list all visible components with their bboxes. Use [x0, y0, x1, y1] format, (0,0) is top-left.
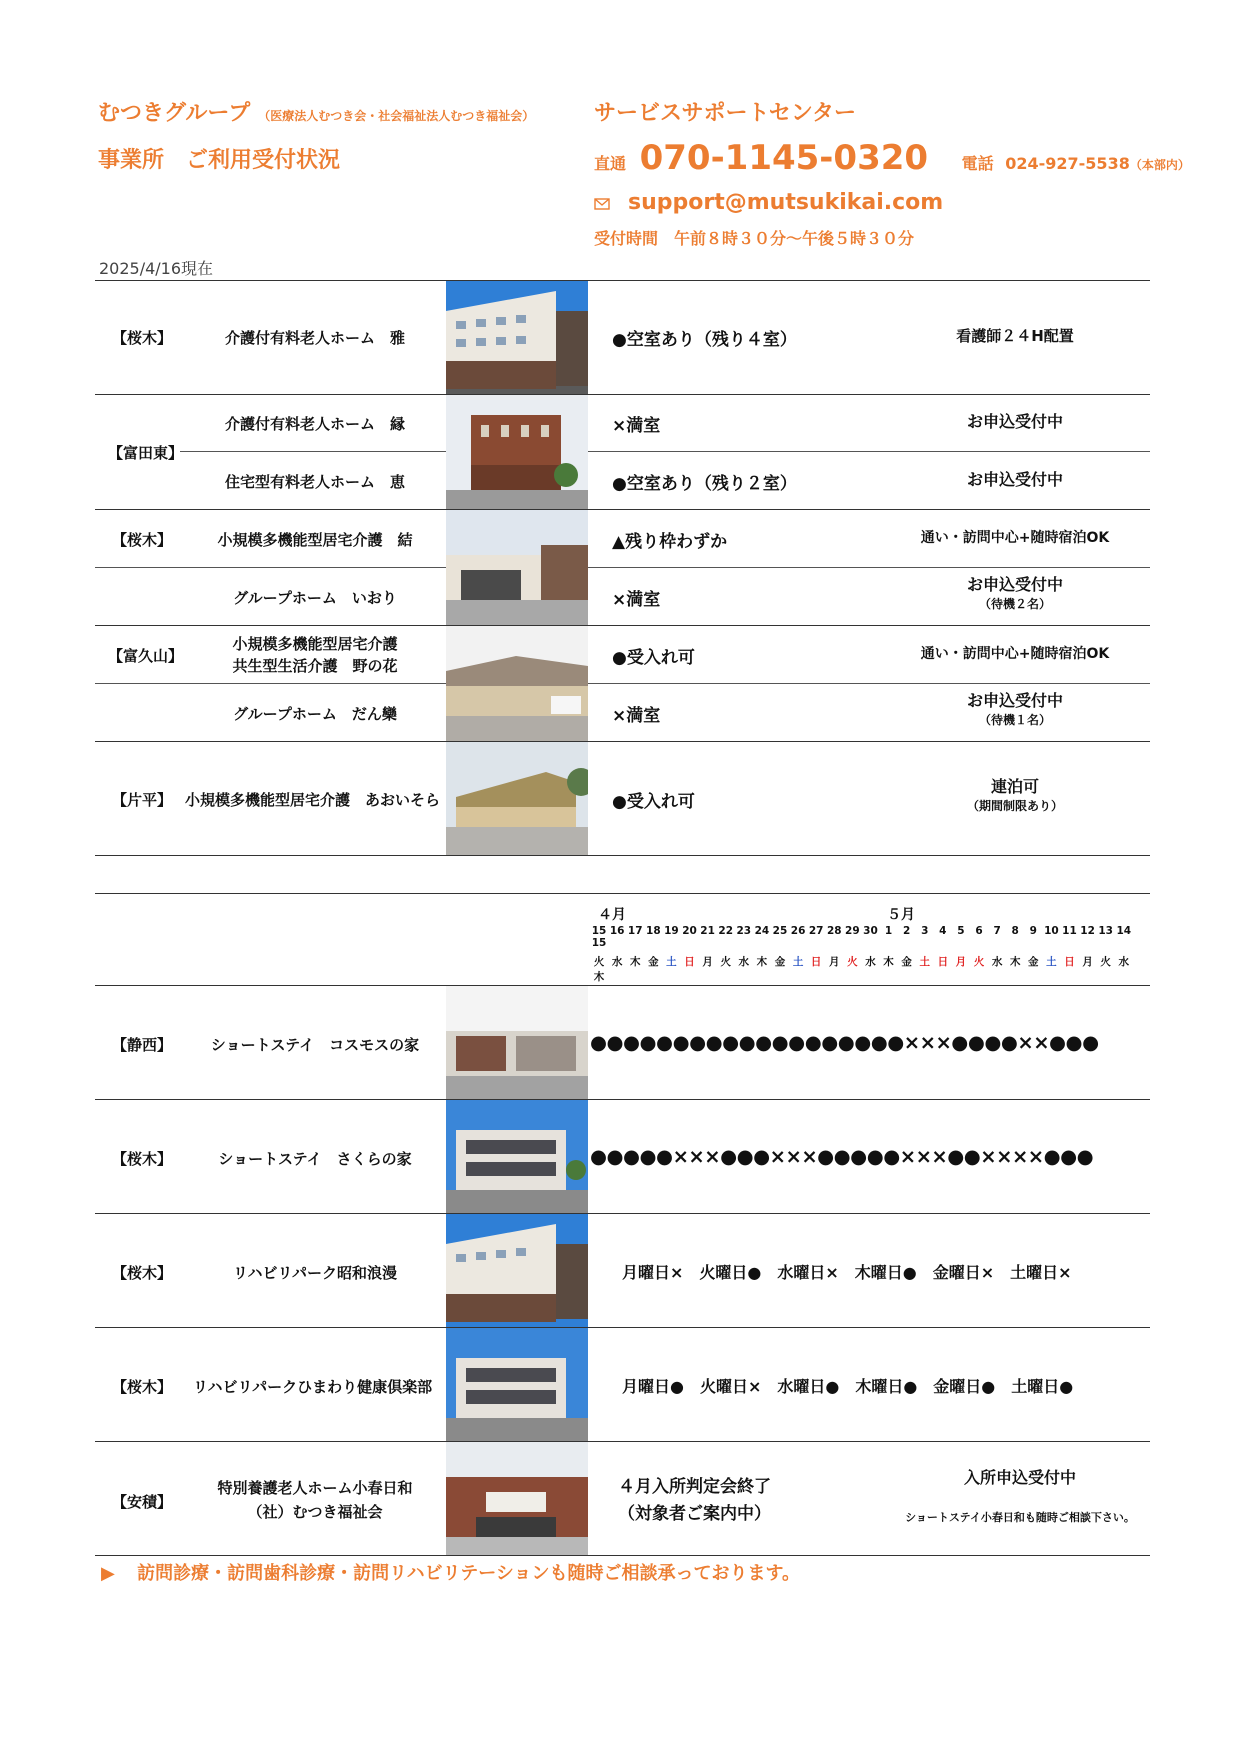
calendar-weekday: 金: [774, 956, 786, 968]
footer-text: 訪問診療・訪問歯科診療・訪問リハビリテーションも随時ご相談承っております。: [137, 1563, 801, 1584]
group-sub: （医療法人むつき会・社会福祉法人むつき福祉会）: [258, 109, 535, 123]
building-photo: [446, 986, 588, 1099]
calendar-weekday: 日: [684, 956, 695, 968]
calendar-weekday: 木: [1009, 956, 1021, 968]
vacancy-status: ●空室あり（残り４室）: [612, 330, 797, 350]
email-link[interactable]: support@mutsukikai.com: [628, 190, 944, 215]
facility-name: リハビリパーク昭和浪漫: [232, 1264, 398, 1282]
building-photo: [446, 1100, 588, 1213]
calendar-date: 18: [646, 925, 661, 937]
area-label: 【安積】: [112, 1493, 173, 1511]
availability-strip: ●●●●●×××●●●×××●●●●●×××●●××××●●●: [590, 1145, 1094, 1168]
building-photo: [446, 281, 588, 394]
calendar-weekday: 火: [973, 956, 985, 968]
facility-name-line2: 共生型生活介護 野の花: [232, 656, 398, 675]
building-photo: [446, 395, 588, 509]
calendar-weekday: 日: [810, 956, 822, 968]
facility-note: 通い・訪問中心+随時宿泊OK: [920, 646, 1110, 662]
calendar-date: 12: [1080, 925, 1095, 937]
tel-number[interactable]: 024-927-5538: [1005, 154, 1130, 173]
facility-note: 看護師２４H配置: [956, 327, 1074, 345]
facility-name: 特別養護老人ホーム小春日和 （社）むつき福祉会: [190, 1476, 440, 1524]
calendar-weekday: 金: [648, 956, 659, 968]
facility-name: 小規模多機能型居宅介護 あおいそら: [185, 791, 441, 809]
building-photo: [446, 1328, 588, 1441]
calendar-weekday: 木: [629, 956, 641, 968]
tel-label: 電話: [961, 154, 994, 173]
calendar-date: 29: [845, 925, 860, 937]
calendar-date: 15: [591, 925, 607, 937]
vacancy-status: ×満室: [612, 590, 661, 610]
facility-note: お申込受付中: [966, 470, 1063, 489]
month-label-april: ４月: [598, 907, 626, 923]
facility-name: 小規模多機能型居宅介護 共生型生活介護 野の花: [190, 634, 440, 678]
calendar-weekdays: [590, 954, 1150, 984]
facility-note: お申込受付中 （待機２名）: [910, 574, 1120, 612]
vacancy-status: ×満室: [612, 416, 661, 436]
calendar-date: 10: [1044, 925, 1059, 937]
area-label: 【桜木】: [112, 531, 173, 549]
calendar-date: 3: [921, 925, 929, 937]
footer-note: [101, 1559, 800, 1585]
business-hours: 受付時間 午前８時３０分〜午後５時３０分: [594, 229, 915, 248]
facility-note: 通い・訪問中心+随時宿泊OK: [920, 530, 1110, 546]
area-label: 【桜木】: [112, 1150, 173, 1168]
divider: [180, 451, 446, 452]
contact-line: [594, 138, 1190, 178]
calendar-date: 22: [718, 925, 734, 937]
vacancy-status: ●空室あり（残り２室）: [612, 474, 797, 494]
calendar-weekday: 火: [847, 956, 858, 968]
calendar-date: 2: [902, 925, 911, 937]
calendar-date: 4: [939, 925, 947, 937]
facility-name: ショートステイ コスモスの家: [210, 1036, 420, 1054]
divider: [95, 683, 1150, 684]
calendar-date: 13: [1098, 925, 1113, 937]
area-label: 【桜木】: [112, 1378, 173, 1396]
calendar-weekday: 水: [738, 956, 750, 968]
calendar-date: 8: [1011, 925, 1019, 937]
calendar-weekday: 月: [702, 956, 713, 968]
facility-note-sub: （期間制限あり）: [966, 798, 1063, 813]
facility-note: お申込受付中 （待機１名）: [910, 690, 1120, 728]
building-photo: [446, 626, 588, 741]
group-name: むつきグループ （医療法人むつき会・社会福祉法人むつき福祉会）: [98, 101, 535, 126]
divider: [95, 509, 1150, 510]
calendar-dates: [590, 925, 1150, 949]
divider: [95, 1441, 1150, 1442]
vacancy-status: ●受入れ可: [612, 792, 695, 812]
availability-strip: ●●●●●●●●●●●●●●●●●●●×××●●●●××●●●: [590, 1031, 1099, 1054]
divider: [95, 567, 1150, 568]
divider: [95, 1213, 1150, 1214]
building-photo: [446, 1214, 588, 1327]
direct-label: 直通: [594, 154, 627, 173]
calendar-weekday: 火: [593, 956, 605, 968]
area-label: 【桜木】: [112, 1264, 173, 1282]
center-name: サービスサポートセンター: [594, 101, 857, 126]
facility-name: 介護付有料老人ホーム 雅: [224, 329, 405, 347]
divider: [95, 1099, 1150, 1100]
calendar-weekday: 木: [756, 956, 768, 968]
building-photo: [446, 1442, 588, 1555]
calendar-date: 14: [1116, 925, 1132, 937]
calendar-date: 7: [993, 925, 1001, 937]
building-photo: [446, 510, 588, 625]
month-label-may: ５月: [887, 907, 915, 923]
facility-name-line2: （社）むつき福祉会: [247, 1503, 383, 1521]
calendar-date: 6: [975, 925, 983, 937]
page-title: 事業所 ご利用受付状況: [98, 148, 341, 173]
area-label: 【片平】: [112, 791, 173, 809]
vacancy-status: ●受入れ可: [612, 648, 695, 668]
calendar-weekday: 月: [1082, 956, 1093, 968]
divider: [95, 1555, 1150, 1556]
facility-name: 介護付有料老人ホーム 縁: [224, 415, 405, 433]
facility-name: グループホーム だん欒: [233, 705, 397, 723]
calendar-date: 21: [700, 925, 715, 937]
divider: [95, 394, 1150, 395]
calendar-weekday: 木: [883, 956, 894, 968]
calendar-date: 1: [884, 925, 893, 937]
calendar-date: 25: [772, 925, 788, 937]
area-label: 【富久山】: [108, 647, 184, 665]
calendar-date: 5: [957, 925, 965, 937]
calendar-date: 24: [754, 925, 770, 937]
facility-note: 入所申込受付中 ショートステイ小春日和も随時ご相談下さい。: [880, 1467, 1160, 1525]
area-label: 【静西】: [112, 1036, 173, 1054]
calendar-weekday: 土: [792, 956, 804, 968]
calendar-weekday: 火: [1100, 956, 1111, 968]
calendar-date: 11: [1062, 925, 1077, 937]
vacancy-status: ▲残り枠わずか: [612, 532, 728, 552]
facility-name: 住宅型有料老人ホーム 恵: [224, 473, 405, 491]
area-label: 【桜木】: [112, 329, 173, 347]
calendar-weekday: 金: [1028, 956, 1039, 968]
mail-icon: [594, 195, 610, 214]
as-of-date: 2025/4/16現在: [99, 259, 214, 278]
direct-number[interactable]: 070-1145-0320: [639, 138, 929, 178]
vacancy-status: ×満室: [612, 706, 661, 726]
email-line: [594, 190, 943, 215]
facility-note: 連泊可 （期間制限あり）: [910, 776, 1120, 814]
weekly-availability: 月曜日× 火曜日● 水曜日× 木曜日● 金曜日× 土曜日×: [622, 1263, 1072, 1282]
calendar-weekday: 金: [901, 956, 912, 968]
tel-note: （本部内）: [1129, 158, 1190, 172]
divider: [95, 1327, 1150, 1328]
calendar-date: 23: [736, 925, 752, 937]
divider: [95, 280, 1150, 281]
calendar-date: 28: [826, 925, 842, 937]
calendar-weekday: 水: [991, 956, 1003, 968]
calendar-weekday: 土: [919, 956, 930, 968]
calendar-date: 20: [682, 925, 697, 937]
calendar-date: 19: [664, 925, 679, 937]
calendar-weekday: 月: [829, 956, 840, 968]
facility-name: グループホーム いおり: [233, 589, 397, 607]
calendar-weekday: 火: [720, 956, 731, 968]
calendar-weekday: 水: [1118, 956, 1130, 968]
building-photo: [446, 742, 588, 855]
calendar-weekday: 木: [593, 971, 605, 983]
facility-name: 小規模多機能型居宅介護 結: [217, 531, 413, 549]
calendar-date: 30: [863, 925, 878, 937]
calendar-weekday: 日: [937, 956, 949, 968]
calendar-weekday: 水: [611, 956, 623, 968]
divider: [95, 625, 1150, 626]
divider: [95, 855, 1150, 856]
calendar-weekday: 日: [1064, 956, 1075, 968]
calendar-weekday: 土: [666, 956, 677, 968]
facility-note-sub: ショートステイ小春日和も随時ご相談下さい。: [905, 1510, 1135, 1524]
calendar-date: 16: [609, 925, 625, 937]
admission-status: ４月入所判定会終了 （対象者ご案内中）: [618, 1474, 771, 1528]
divider: [95, 893, 1150, 894]
arrow-icon: ▶: [101, 1563, 115, 1584]
facility-note-sub: （待機２名）: [978, 596, 1051, 611]
divider: [588, 451, 1150, 452]
calendar-date: 17: [627, 925, 643, 937]
calendar-date: 15: [591, 937, 607, 949]
facility-note: お申込受付中: [966, 412, 1063, 431]
divider: [95, 741, 1150, 742]
facility-name: リハビリパークひまわり健康倶楽部: [193, 1378, 433, 1396]
calendar-weekday: 土: [1046, 956, 1057, 968]
calendar-weekday: 月: [955, 956, 967, 968]
calendar-date: 27: [808, 925, 824, 937]
area-label: 【富田東】: [108, 444, 184, 462]
admission-status-sub: （対象者ご案内中）: [618, 1504, 771, 1525]
divider: [95, 985, 1150, 986]
calendar-date: 9: [1029, 925, 1037, 937]
weekly-availability: 月曜日● 火曜日× 水曜日● 木曜日● 金曜日● 土曜日●: [622, 1377, 1074, 1396]
facility-name: ショートステイ さくらの家: [218, 1150, 412, 1168]
calendar-date: 26: [790, 925, 806, 937]
calendar-weekday: 水: [865, 956, 876, 968]
facility-note-sub: （待機１名）: [978, 712, 1051, 727]
